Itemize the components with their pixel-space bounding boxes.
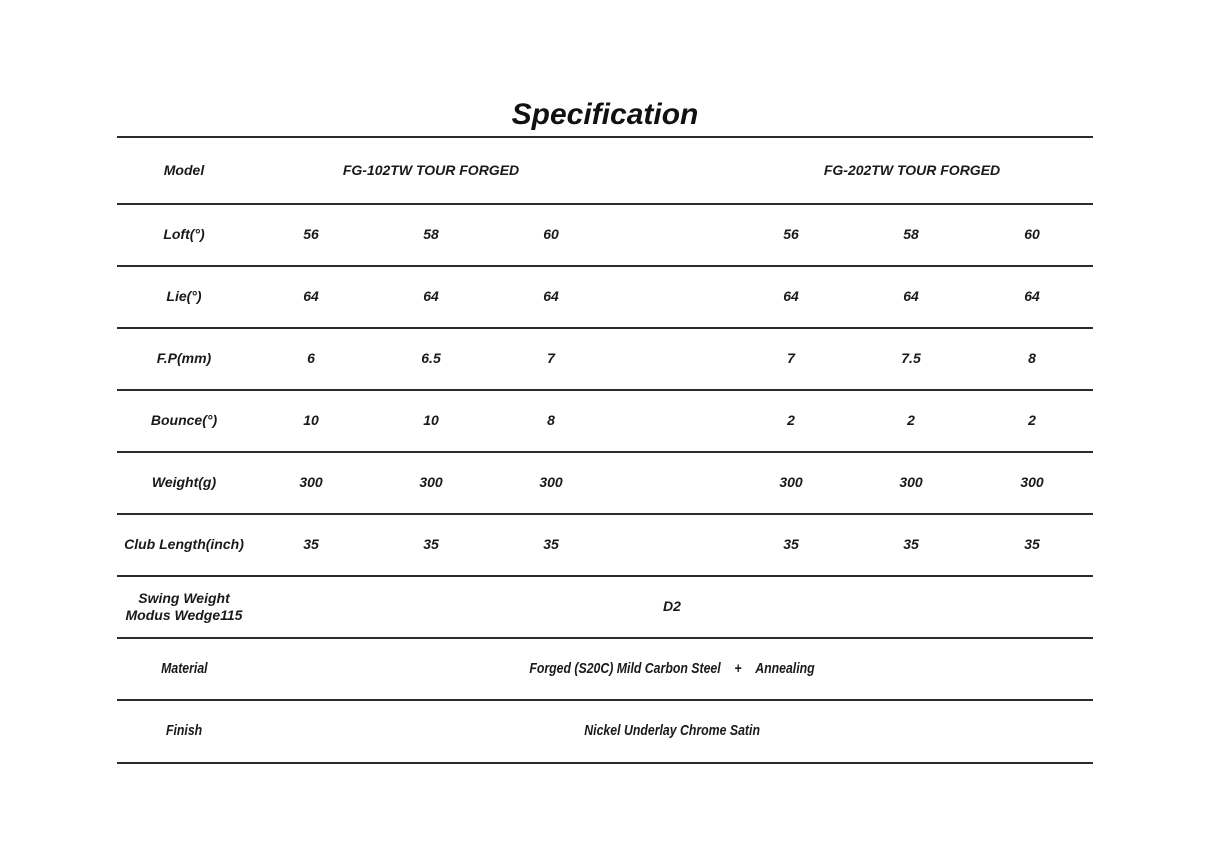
value-cell: 56 [783,226,799,243]
model-name-1: FG-102TW TOUR FORGED [342,161,520,178]
value-cell: 60 [1024,226,1040,243]
swing-weight-label-line2: Modus Wedge115 [125,607,243,623]
row-label-fp: F.P(mm) [156,350,212,367]
table-row-bounce [117,391,1093,453]
row-label-swing-weight [117,590,251,625]
value-cell: 7 [787,350,795,367]
row-label-lie: Lie(°) [166,288,202,305]
value-cell: 300 [779,474,803,491]
value-cell: 35 [903,536,919,553]
material-label-text: Material [160,659,208,677]
row-label-material [117,660,251,679]
table-row-material [117,639,1093,701]
value-cell: 6 [307,350,315,367]
swing-weight-value: D2 [663,598,681,615]
value-cell: 58 [903,226,919,243]
value-cell: 35 [783,536,799,553]
table-row-weight [117,453,1093,515]
value-cell: 35 [1024,536,1040,553]
value-cell: 64 [543,288,559,305]
value-cell: 58 [423,226,439,243]
value-cell: 10 [423,412,439,429]
value-cell: 300 [539,474,563,491]
value-cell: 8 [547,412,555,429]
table-row-club-length [117,515,1093,577]
row-label-club-length: Club Length(inch) [124,536,244,553]
value-cell: 7.5 [901,350,921,367]
finish-value [251,722,1093,741]
model-name-2: FG-202TW TOUR FORGED [823,161,1001,178]
value-cell: 7 [547,350,555,367]
row-label-model: Model [163,161,205,178]
value-cell: 8 [1028,350,1036,367]
table-row-fp [117,329,1093,391]
value-cell: 2 [907,412,915,429]
value-cell: 300 [419,474,443,491]
value-cell: 35 [543,536,559,553]
value-cell: 64 [1024,288,1040,305]
value-cell: 300 [1020,474,1044,491]
value-cell: 300 [299,474,323,491]
table-row-lie [117,267,1093,329]
row-label-loft: Loft(°) [163,226,205,243]
row-label-weight: Weight(g) [151,474,217,491]
material-value [251,660,1093,679]
table-row-model [117,138,1093,205]
table-row-swing-weight [117,577,1093,639]
value-cell: 6.5 [421,350,441,367]
value-cell: 60 [543,226,559,243]
swing-weight-label-line1: Swing Weight [138,589,230,606]
spec-table [117,136,1093,764]
value-cell: 10 [303,412,319,429]
value-cell: 300 [899,474,923,491]
value-cell: 2 [1028,412,1036,429]
table-row-finish [117,701,1093,764]
value-cell: 56 [303,226,319,243]
finish-label-text: Finish [165,722,203,740]
finish-value-text: Nickel Underlay Chrome Satin [584,722,760,740]
page-title: Specification [511,98,699,131]
row-label-finish [117,722,251,741]
material-value-text: Forged (S20C) Mild Carbon Steel + Annealing [529,659,815,677]
row-label-bounce: Bounce(°) [150,412,218,429]
value-cell: 64 [423,288,439,305]
value-cell: 64 [783,288,799,305]
value-cell: 64 [903,288,919,305]
value-cell: 35 [303,536,319,553]
value-cell: 64 [303,288,319,305]
table-row-loft [117,205,1093,267]
value-cell: 2 [787,412,795,429]
value-cell: 35 [423,536,439,553]
